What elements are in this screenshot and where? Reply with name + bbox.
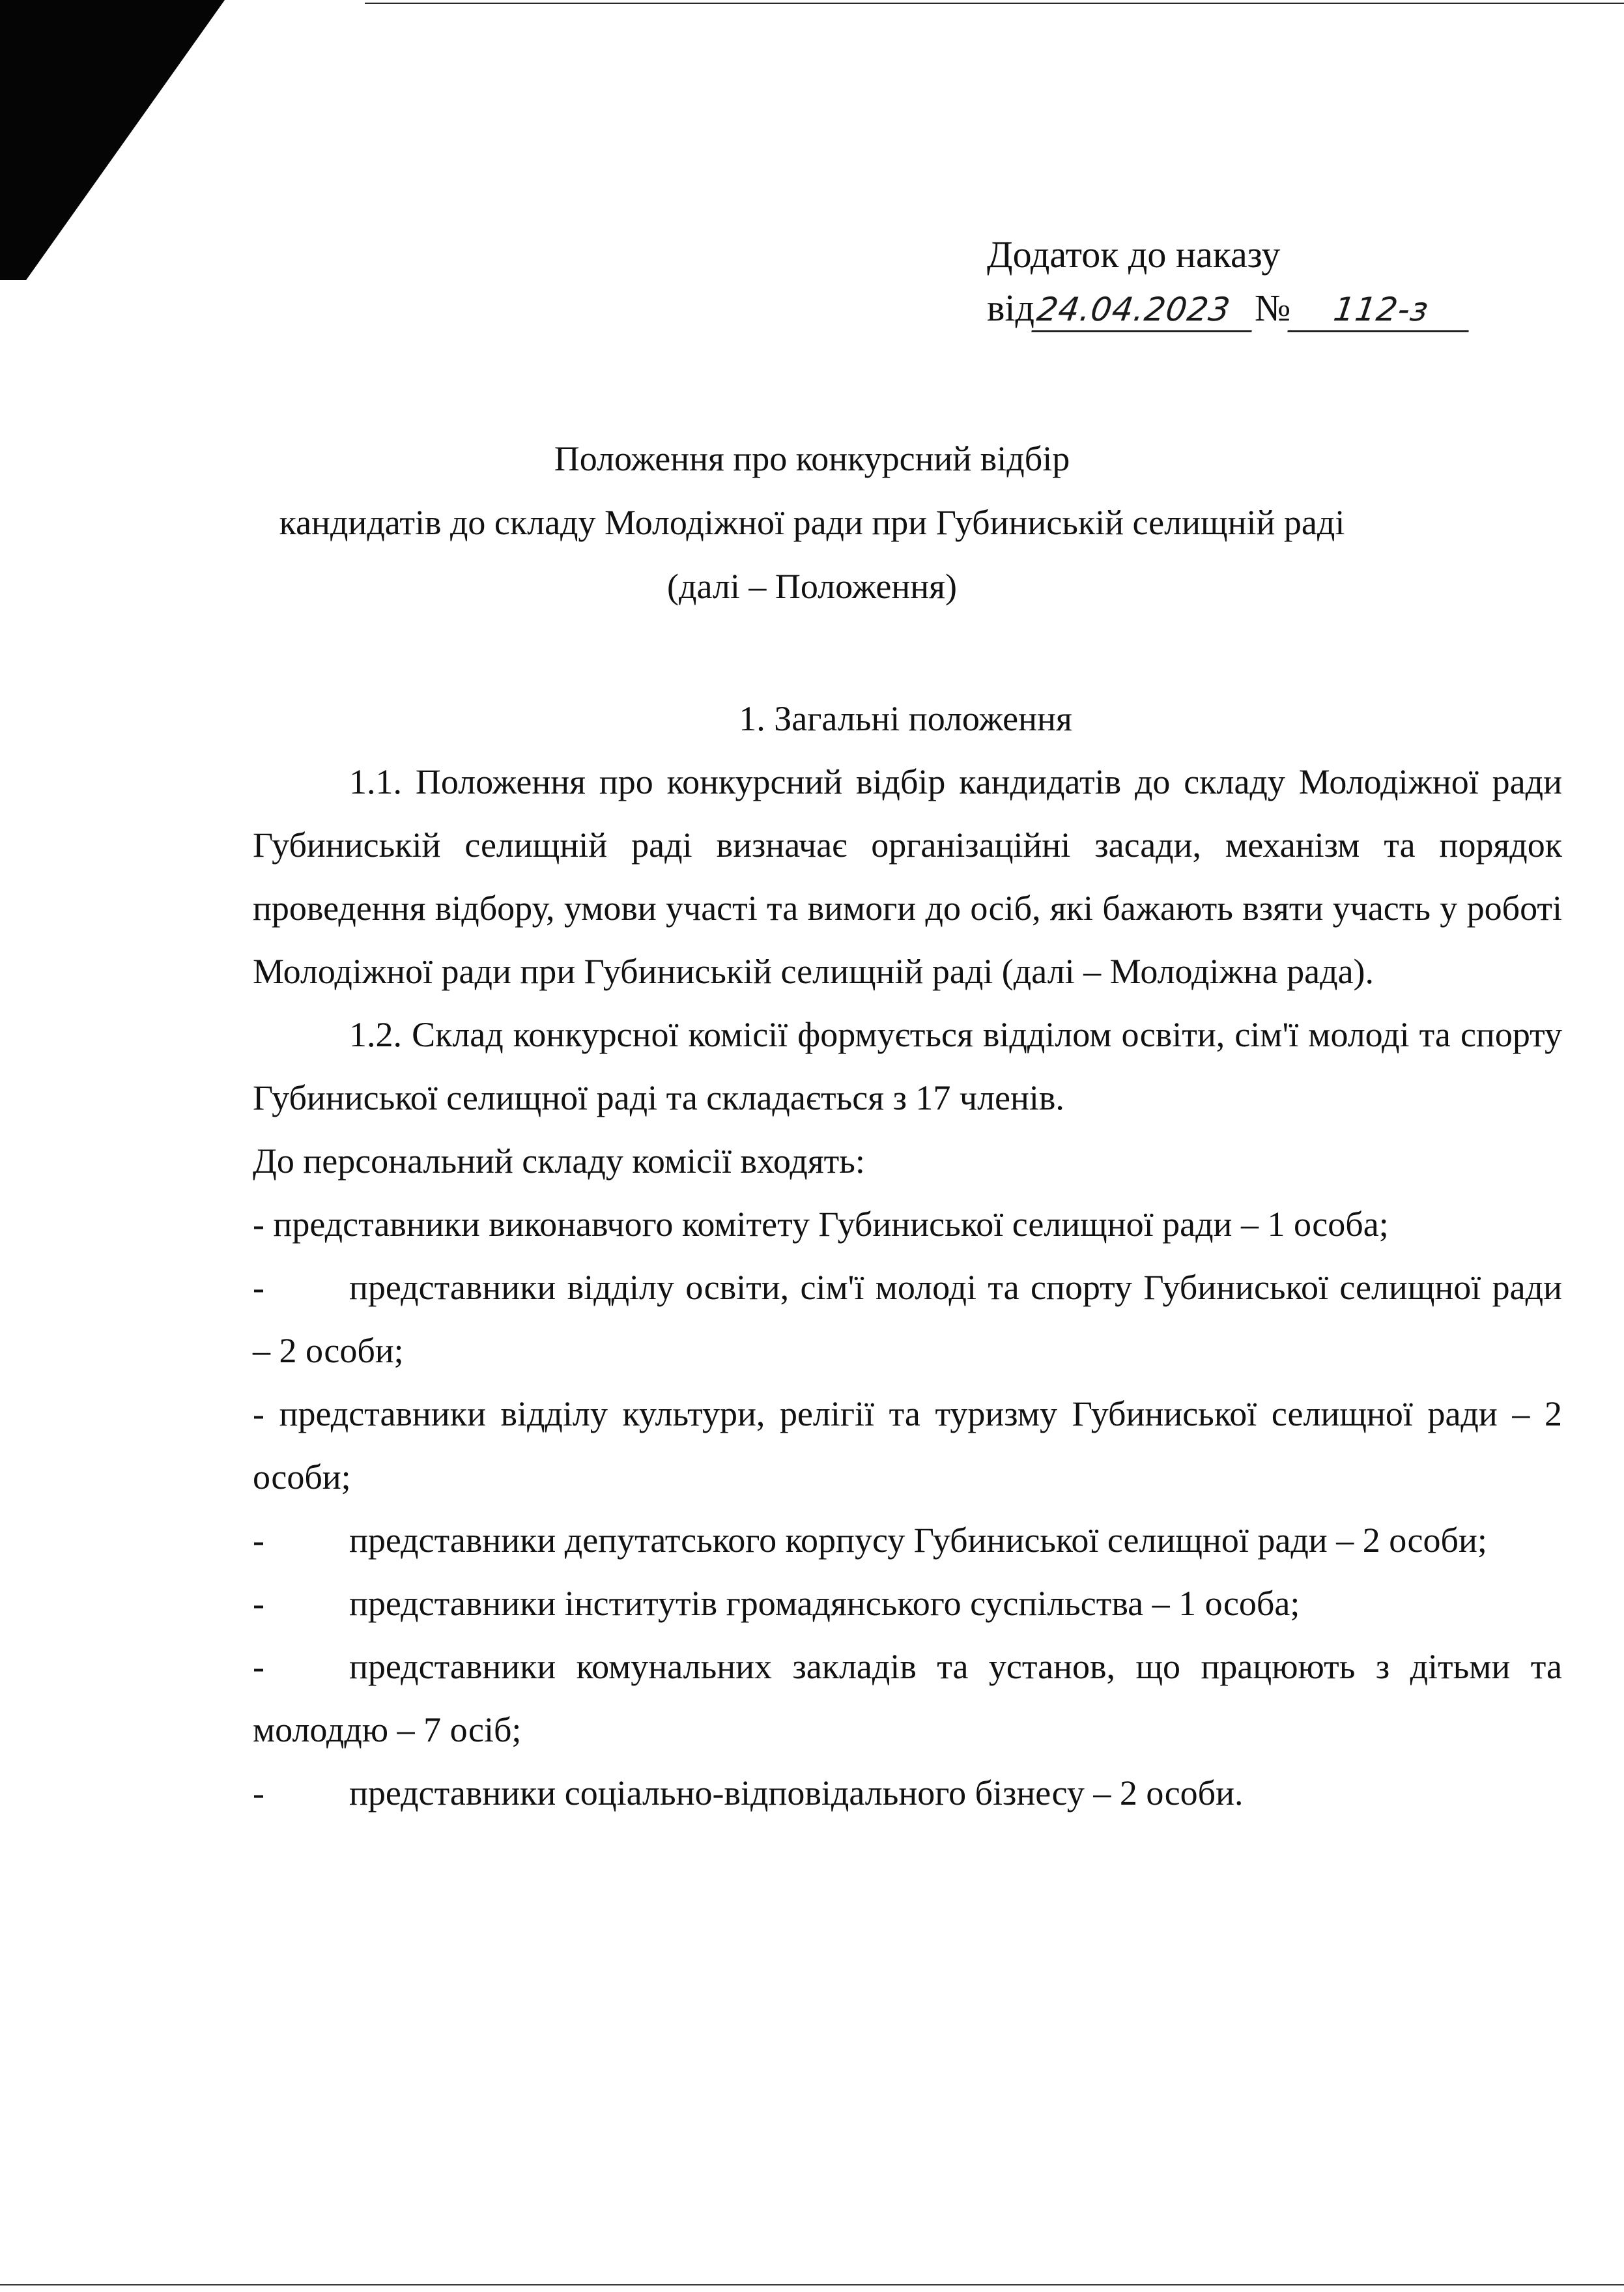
document-title (0, 427, 1624, 618)
member-item (253, 1572, 1562, 1635)
member-item-text: представники депутатського корпусу Губиниської селищної ради – 2 особи; (349, 1521, 1487, 1560)
member-item-text: представники комунальних закладів та установ, що працюють з дітьми та молоддю – 7 осіб; (253, 1647, 1562, 1749)
member-item (253, 1635, 1562, 1762)
paragraph-1-2: 1.2. Склад конкурсної комісії формується відділом освіти, сім'ї молоді та спорту Губиниської селищної раді та складається з 17 членів. (253, 1015, 1562, 1117)
title-line-3: (далі – Положення) (667, 567, 957, 606)
title-line-2: кандидатів до складу Молодіжної ради при Губиниській селищній раді (279, 503, 1345, 542)
title-line-1: Положення про конкурсний відбір (554, 439, 1070, 478)
attachment-block (987, 228, 1472, 341)
list-dash: - (253, 1521, 264, 1560)
composition-intro: До персональний складу комісії входять: (253, 1141, 865, 1181)
list-dash: - (253, 1647, 264, 1686)
member-item (253, 1256, 1562, 1382)
member-item-text: представники інститутів громадянського суспільства – 1 особа; (349, 1584, 1300, 1623)
document-body (253, 687, 1562, 1825)
handwritten-order-date: 24.04.2023 (1031, 289, 1257, 332)
list-dash: - (253, 1584, 264, 1623)
member-item-text: представники відділу освіти, сім'ї молоді та спорту Губиниської селищної ради – 2 особи; (253, 1268, 1562, 1370)
handwritten-order-number: 112-з (1288, 289, 1475, 332)
list-dash: - (253, 1268, 264, 1307)
member-item: - представники виконавчого комітету Губиниської селищної ради – 1 особа; (253, 1205, 1389, 1244)
section-heading: 1. Загальні положення (739, 699, 1072, 738)
member-item (253, 1509, 1562, 1572)
list-dash: - (253, 1773, 264, 1812)
member-item (253, 1762, 1562, 1825)
scan-corner-mark (0, 0, 235, 280)
scan-bottom-edge (0, 2284, 1624, 2285)
number-sign: № (1255, 287, 1291, 329)
scan-top-edge (365, 3, 1624, 4)
order-reference (987, 281, 1472, 341)
attachment-title: Додаток до наказу (987, 233, 1281, 276)
from-label: від (987, 287, 1035, 329)
member-item-text: представники соціально-відповідального бізнесу – 2 особи. (349, 1773, 1244, 1812)
paragraph-1-1: 1.1. Положення про конкурсний відбір кандидатів до складу Молодіжної ради Губиниській селищній раді визначає організаційні засади, механізм та порядок проведення відбору, умови участі та вимоги до осіб, які бажають взяти участь у роботі Молодіжної ради при Губиниській селищній раді (далі – Молодіжна рада). (253, 762, 1562, 991)
member-item: - представники відділу культури, релігії та туризму Губиниської селищної ради – 2 особи; (253, 1394, 1562, 1497)
